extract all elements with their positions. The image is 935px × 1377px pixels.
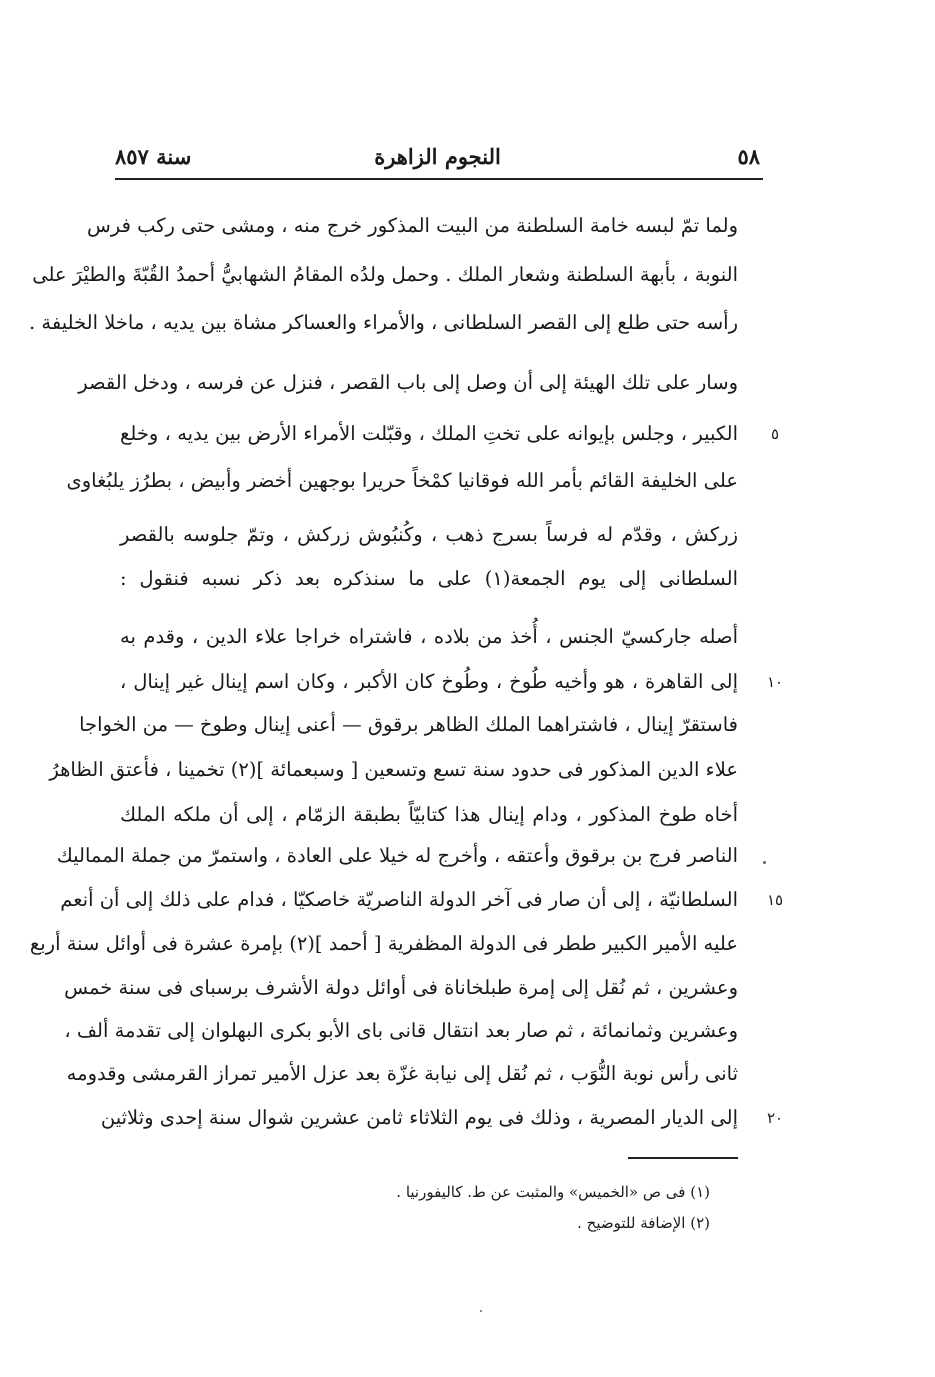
body-line: فاستقرّ إينال ، فاشتراهما الملك الظاهر برقوق — أعنى إينال وطوخ — من الخواجا xyxy=(79,713,738,736)
body-line: النوبة ، بأبهة السلطنة وشعار الملك . وحمل ولدُه المقامُ الشهابيُّ أحمدُ القُبّةَ والطيْرَ على xyxy=(32,263,738,286)
header-rule xyxy=(115,178,763,180)
body-line: عليه الأمير الكبير ططر فى الدولة المظفرية [ أحمد ](٢) بإمرة عشرة فى أوائل سنة أربع xyxy=(29,932,738,955)
body-line: وسار على تلك الهيئة إلى أن وصل إلى باب القصر ، فنزل عن فرسه ، ودخل القصر xyxy=(78,371,738,394)
footnote: (٢) الإضافة للتوضيح . xyxy=(577,1214,710,1232)
body-line: الناصر فرج بن برقوق وأعتقه ، وأخرج له خيلا على العادة ، واستمرّ من جملة المماليك xyxy=(56,844,738,867)
line-number: ٥ xyxy=(770,425,780,443)
scan-speck xyxy=(480,1310,482,1312)
body-line: وعشرين وثمانمائة ، ثم صار بعد انتقال قانى باى الأبو بكرى البهلوان إلى تقدمة ألف ، xyxy=(64,1019,738,1042)
footnote-rule xyxy=(628,1157,738,1159)
body-line: السلطانى إلى يوم الجمعة(١) على ما سنذكره بعد ذكر نسبه فنقول : xyxy=(120,567,738,590)
line-number: ٢٠ xyxy=(766,1109,784,1127)
page-number: ٥٨ xyxy=(737,144,760,169)
body-line: وعشرين ، ثم نُقل إلى إمرة طبلخاناة فى أوائل دولة الأشرف برسباى فى سنة خمس xyxy=(64,976,738,999)
body-line: السلطانيّة ، إلى أن صار فى آخر الدولة الناصريّة خاصكيّا ، فدام على ذلك إلى أن أنعم xyxy=(60,888,738,911)
footnote: (١) فى ص «الخميس» والمثبت عن ط. كاليفورنيا . xyxy=(396,1183,710,1201)
scan-speck xyxy=(763,861,766,864)
body-line: أخاه طوخ المذكور ، ودام إينال هذا كتابيّاً بطبقة الزمّام ، إلى أن ملكه الملك xyxy=(120,803,738,826)
book-title: النجوم الزاهرة xyxy=(374,144,501,169)
body-line: إلى القاهرة ، هو وأخيه طُوخ ، وطُوخ كان الأكبر ، وكان اسم إينال غير إينال ، xyxy=(120,670,738,693)
page-header xyxy=(115,140,760,176)
body-line: رأسه حتى طلع إلى القصر السلطانى ، والأمراء والعساكر مشاة بين يديه ، ماخلا الخليفة . xyxy=(29,311,738,334)
body-line: على الخليفة القائم بأمر الله فوقانيا كمْخاً حريرا بوجهين أخضر وأبيض ، بطرُز يلبُغاوى xyxy=(66,469,738,492)
body-line: أصله جاركسيّ الجنس ، أُخذ من بلاده ، فاشتراه خراجا علاء الدين ، وقدم به xyxy=(120,625,738,648)
body-line: زركش ، وقدّم له فرساً بسرج ذهب ، وكُنبُوش زركش ، وتمّ جلوسه بالقصر xyxy=(120,523,738,546)
line-number: ١٠ xyxy=(766,673,784,691)
body-line: الكبير ، وجلس بإيوانه على تختِ الملك ، وقبّلت الأمراء الأرض بين يديه ، وخلع xyxy=(120,422,738,445)
body-line: إلى الديار المصرية ، وذلك فى يوم الثلاثاء ثامن عشرين شوال سنة إحدى وثلاثين xyxy=(100,1106,738,1129)
body-line: ولما تمّ لبسه خامة السلطنة من البيت المذكور خرج منه ، ومشى حتى ركب فرس xyxy=(87,214,738,237)
line-number: ١٥ xyxy=(766,891,784,909)
body-line: ثانى رأس نوبة النُّوَب ، ثم نُقل إلى نيابة غزّة بعد عزل الأمير تمراز القرمشى وقدومه xyxy=(66,1062,738,1085)
body-line: علاء الدين المذكور فى حدود سنة تسع وتسعين [ وسبعمائة ](٢) تخمينا ، فأعتق الظاهرُ xyxy=(49,758,738,781)
header-year: سنة ٨٥٧ xyxy=(115,144,192,169)
